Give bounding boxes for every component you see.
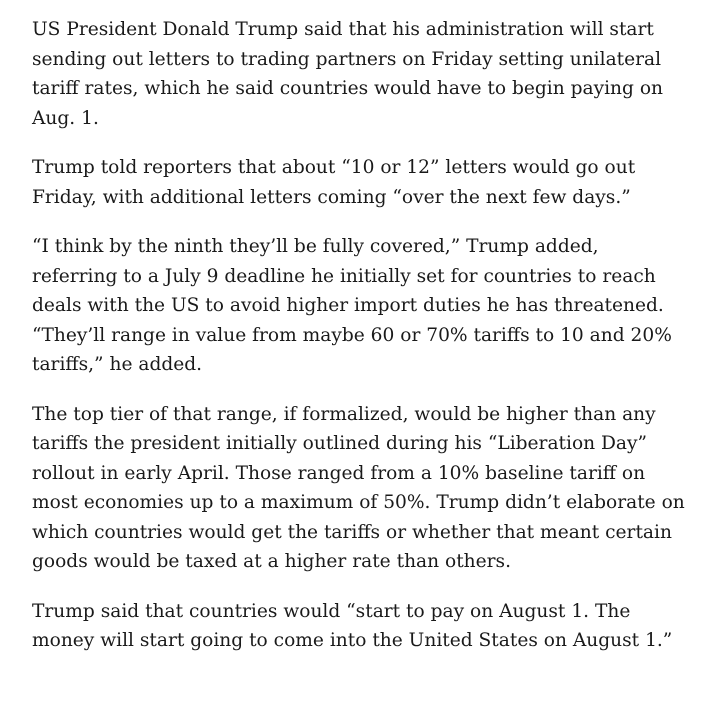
article-paragraph: US President Donald Trump said that his administration will start sending out letters to trading partners on Friday setting unilateral tariff rates, which he said countries would have to begin paying on Aug. 1. bbox=[32, 19, 663, 129]
article-paragraph: Trump told reporters that about “10 or 12” letters would go out Friday, with additional letters coming “over the next few days.” bbox=[32, 157, 636, 208]
article-paragraph: “I think by the ninth they’ll be fully covered,” Trump added, referring to a July 9 deadline he initially set for countries to reach deals with the US to avoid higher import duties he has threatened. “They’ll range in value from maybe 60 or 70% tariffs to 10 and 20% tariffs,” he added. bbox=[32, 236, 672, 375]
article-paragraph: The top tier of that range, if formalized, would be higher than any tariffs the president initially outlined during his “Liberation Day” rollout in early April. Those ranged from a 10% baseline tariff on most economies up to a maximum of 50%. Trump didn’t elaborate on which countries would get the tariffs or whether that meant certain goods would be taxed at a higher rate than others. bbox=[32, 403, 685, 572]
article-paragraph: Trump said that countries would “start to pay on August 1. The money will start going to come into the United States on August 1.” bbox=[32, 600, 673, 651]
